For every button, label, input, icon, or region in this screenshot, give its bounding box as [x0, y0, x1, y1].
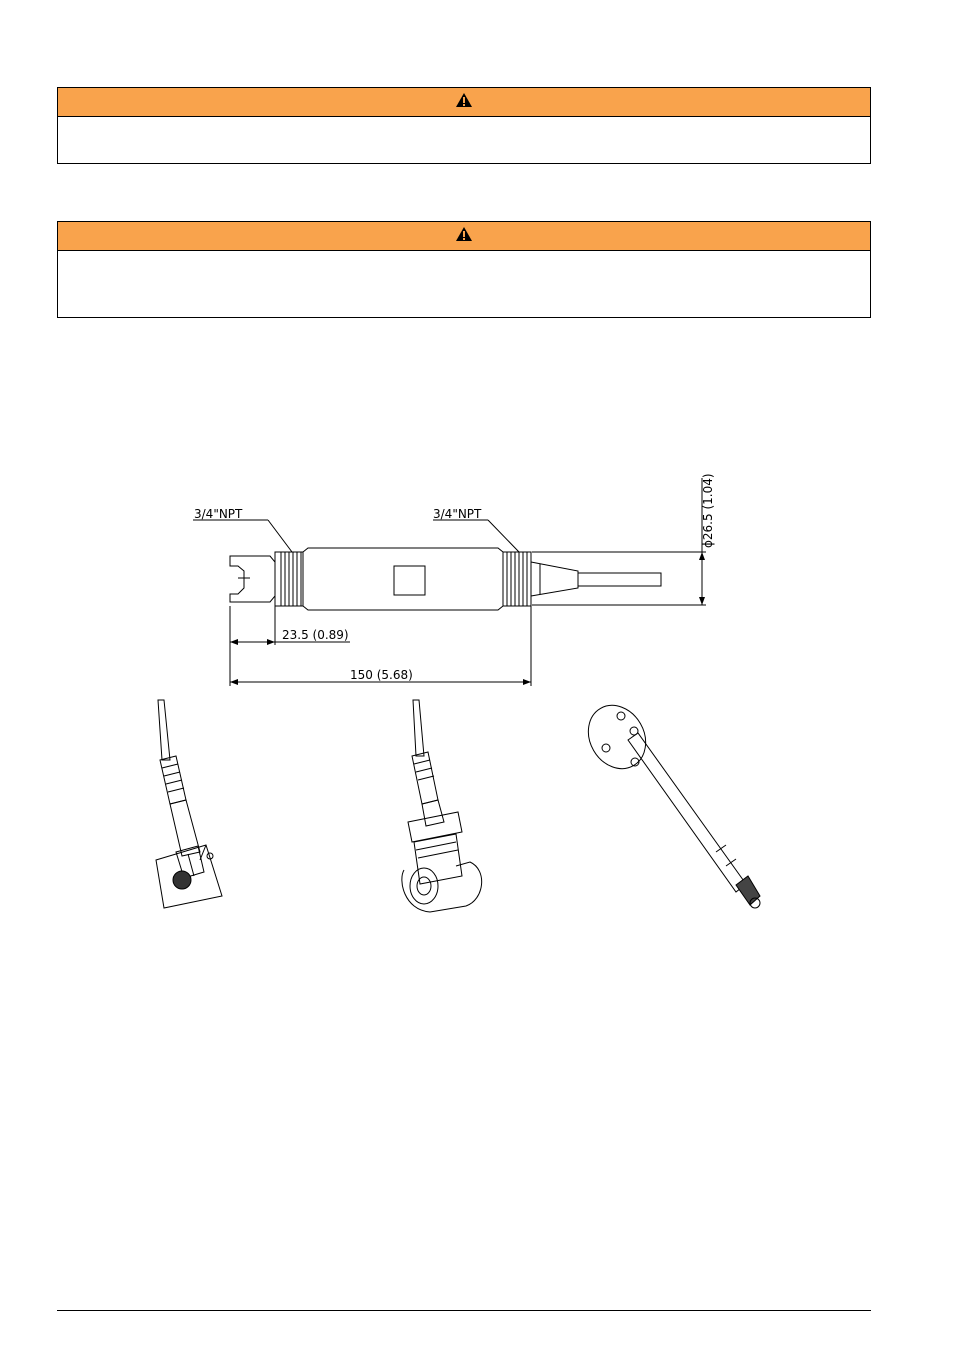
mounting-illustration-flow-block [156, 700, 222, 908]
footer-rule [57, 1310, 871, 1311]
diameter-label: ϕ26.5 (1.04) [701, 473, 715, 548]
thread-label-left: 3/4"NPT [194, 507, 243, 521]
mounting-illustration-tee-fitting [402, 700, 482, 912]
length-total-label: 150 (5.68) [350, 668, 413, 682]
length-short-label: 23.5 (0.89) [282, 628, 349, 642]
mounting-illustration-flange [577, 695, 760, 908]
sensor-body [230, 548, 661, 610]
thread-label-right: 3/4"NPT [433, 507, 482, 521]
